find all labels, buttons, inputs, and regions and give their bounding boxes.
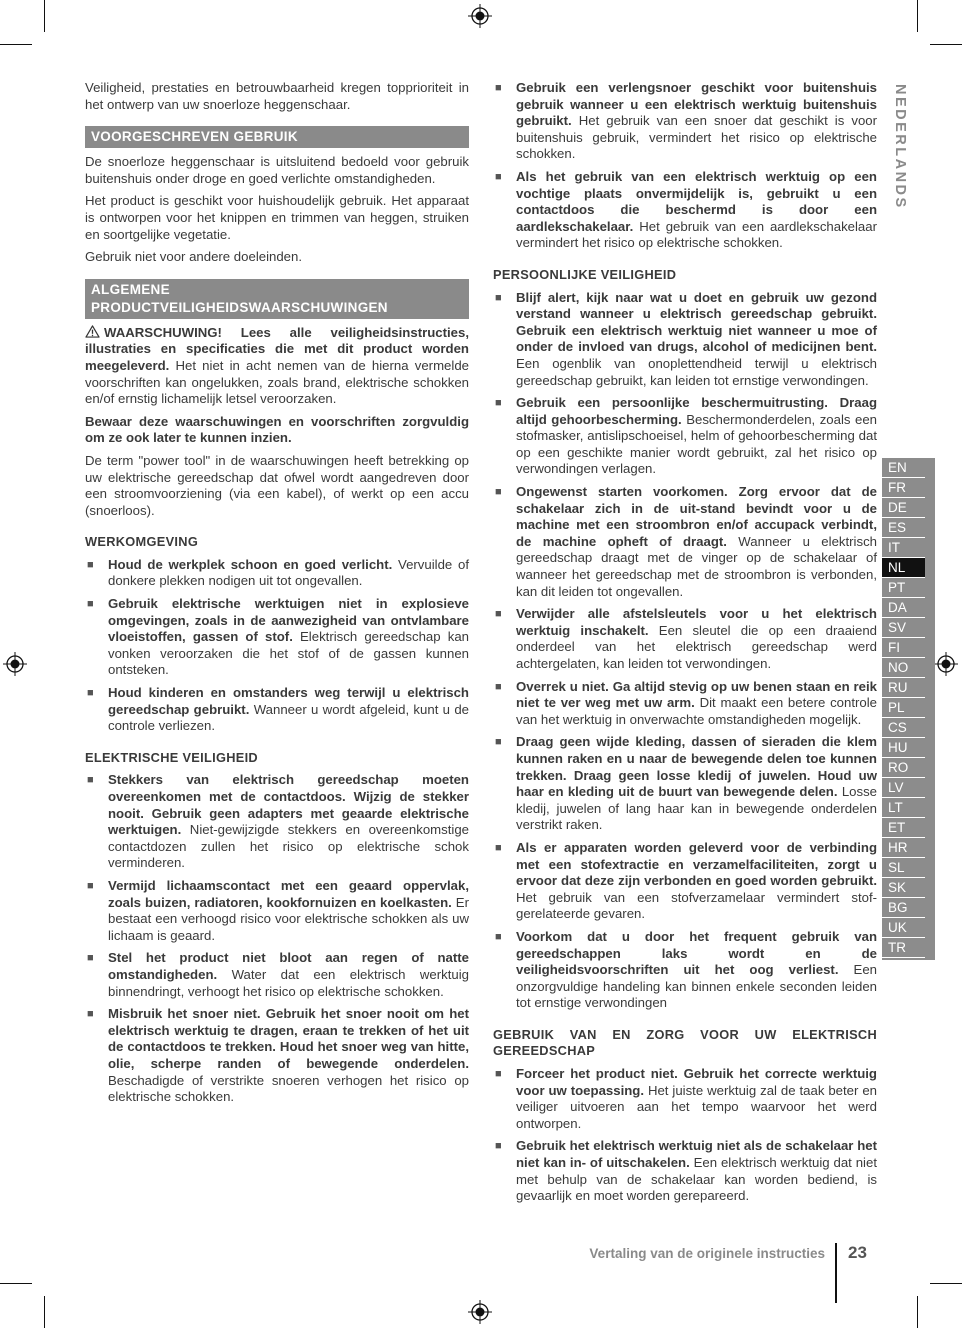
language-tab-bg[interactable]: BG [882, 898, 925, 918]
item-bold: Misbruik het snoer niet. Gebruik het snoer nooit om het elektrisch werktuig te dragen, eraan te trekken of het uit de contactdoos te trekken. Houd het snoer weg van hitte, olie, scherpe randen of bewegende onderdelen. [108, 1006, 469, 1071]
item-text: Losse kledij, juwelen of lang haar kan in bewegende onderdelen verstrikt raken. [516, 784, 878, 833]
language-tab-en[interactable]: EN [882, 458, 925, 478]
list-item [493, 734, 877, 834]
item-text: Wanneer u wordt afgeleid, kunt u de controle verliezen. [108, 701, 469, 734]
language-tab-it[interactable]: IT [882, 538, 925, 558]
item-text: Beschermonderdelen, zoals een stofmasker, antislipschoeisel, helm of gehoorbescherming dat op een geschikte manier wordt gebruikt, zal het risico op verwondingen verlagen. [516, 411, 877, 477]
left-column [85, 80, 469, 1112]
item-bold: Als er apparaten worden geleverd voor de verbinding met een stofextractie en verzamelfaciliteiten, zorgt u ervoor dat deze zijn verbonden en goed worden gebruikt. [516, 839, 877, 889]
list-item [493, 80, 877, 163]
bullet: ■ [495, 680, 502, 693]
bullet: ■ [495, 930, 502, 943]
item-bold: Forceer het product niet. Gebruik het correcte werktuig voor uw toepassing. [516, 1066, 877, 1098]
language-tab-sl[interactable]: SL [882, 858, 925, 878]
bullet: ■ [87, 952, 94, 965]
list-item [493, 606, 877, 672]
bullet: ■ [87, 598, 94, 611]
language-tab-nl[interactable]: NL [882, 558, 925, 578]
footer-divider [835, 1243, 837, 1303]
registration-mark-icon [468, 1300, 492, 1324]
right-column [493, 80, 877, 1211]
intended-use-p2: Het product is geschikt voor huishoudelijk gebruik. Het apparaat is ontworpen voor het knippen en trimmen van heggen, struiken en soortgelijke vegetatie. [85, 193, 469, 242]
registration-mark-icon [934, 652, 958, 676]
list-item [493, 679, 877, 729]
list-item [85, 596, 469, 679]
crop-mark [930, 44, 962, 45]
item-text: Niet-gewijzigde stekkers en overeenkomstige contactdozen zullen het risico op elektrische schok verminderen. [108, 822, 469, 871]
item-bold: Als het gebruik van een elektrisch werktuig op een vochtige plaats onvermijdelijk is, gebruikt u een contactdoos die beschermd is door een aardlekschakelaar. [516, 168, 877, 234]
item-bold: Gebruik elektrische werktuigen niet in explosieve omgevingen, zoals in de aanwezigheid van ontvlambare vloeistoffen, gassen of stof. [108, 596, 469, 645]
item-text: Het gebruik van een snoer dat geschikt is voor buitenshuis gebruik, vermindert het risico op elektrische schokken. [516, 113, 877, 162]
crop-mark [917, 0, 918, 32]
language-tab-hr[interactable]: HR [882, 838, 925, 858]
bullet: ■ [495, 1068, 502, 1081]
power-tool-note: De term "power tool" in de waarschuwingen heeft betrekking op uw elektrische gereedschap dat ofwel wordt aangedreven door een stroomvoorziening (via een kabel), of werkt op een accu (snoerloos). [85, 452, 469, 518]
crop-mark [0, 44, 32, 45]
section-heading-general-safety [85, 279, 469, 319]
item-text: Een ogenblik van onoplettendheid terwijl u elektrisch gereedschap gebruikt, kan leiden tot ernstige verwondingen. [516, 355, 877, 388]
electrical-safety-list-left [85, 772, 469, 1105]
bullet: ■ [87, 774, 94, 787]
item-bold: Houd de werkplek schoon en goed verlicht. [108, 556, 393, 572]
crop-mark [44, 1296, 45, 1328]
language-tabs [882, 458, 935, 960]
item-bold: Houd kinderen en omstanders weg terwijl u elektrisch gereedschap gebruikt. [108, 685, 469, 717]
section-heading-intended-use: VOORGESCHREVEN GEBRUIK [85, 126, 469, 148]
warning-paragraph [85, 325, 469, 408]
item-bold: Voorkom dat u door het frequent gebruik van gereedschappen laks wordt en de veiligheidsvoorschriften uit het oog verliest. [516, 928, 877, 978]
bullet: ■ [495, 608, 502, 621]
list-item [493, 840, 877, 923]
bullet: ■ [87, 558, 94, 571]
section-heading-electrical-safety: ELEKTRISCHE VEILIGHEID [85, 749, 258, 765]
bullet: ■ [495, 397, 502, 410]
language-tab-da[interactable]: DA [882, 598, 925, 618]
language-tab-lt[interactable]: LT [882, 798, 925, 818]
keep-instructions [85, 414, 469, 447]
item-text: Een sleutel die op een draaiend onderdeel van het elektrisch gereedschap werd achtergelaten, kan leiden tot verwondingen. [516, 622, 877, 671]
list-item [85, 685, 469, 735]
item-text: Het juiste werktuig zal de taak beter en veiliger uitvoeren aan het tempo waarvoor het werd ontworpen. [516, 1082, 877, 1131]
item-text: Het gebruik van een stofverzamelaar vermindert stof-gerelateerde gevaren. [516, 889, 877, 922]
language-tab-tr[interactable]: TR [882, 938, 925, 958]
electrical-safety-list-right [493, 80, 877, 252]
bullet: ■ [495, 291, 502, 304]
bullet: ■ [87, 687, 94, 700]
page-number: 23 [848, 1243, 867, 1262]
intro-paragraph: Veiligheid, prestaties en betrouwbaarheid kregen topprioriteit in het ontwerp van uw snoerloze heggenschaar. [85, 80, 469, 112]
item-bold: Gebruik het elektrisch werktuig niet als de schakelaar het niet kan in- of uitschakelen. [516, 1138, 877, 1171]
language-tab-fi[interactable]: FI [882, 638, 925, 658]
crop-mark [44, 0, 45, 32]
warning-text: Het niet in acht nemen van de hierna vermelde voorschriften kan ongelukken, zoals brand, elektrische schokken en/of ernstig lichamelijk letsel veroorzaken. [85, 357, 469, 407]
item-text: Wanneer u elektrisch gereedschap draagt met de vinger op de schakelaar of wanneer het gereedschap met de stroombron is verbonden, kan dit leiden tot ongevallen. [516, 533, 877, 599]
item-bold: Gebruik een verlengsnoer geschikt voor buitenshuis gebruik wanneer u een elektrisch werktuig buitenshuis gebruikt. [516, 80, 877, 129]
item-bold: Stel het product niet bloot aan regen of natte omstandigheden. [108, 950, 469, 982]
section-heading-work-area: WERKOMGEVING [85, 534, 199, 550]
general-safety-heading-line2: PRODUCTVEILIGHEIDSWAARSCHUWINGEN [91, 299, 388, 315]
warning-bold: WAARSCHUWING! Lees alle veiligheidsinstructies, illustraties en specificaties die met dit product worden meegeleverd. [85, 324, 469, 373]
work-area-list [85, 557, 469, 735]
list-item [85, 772, 469, 872]
item-text: Vervuilde of donkere plekken nodigen uit tot ongevallen. [108, 556, 469, 589]
crop-mark [917, 1296, 918, 1328]
item-bold: Vermijd lichaamscontact met een geaard oppervlak, zoals buizen, radiatoren, kookfornuizen en koelkasten. [108, 877, 469, 910]
list-item [493, 484, 877, 600]
item-bold: Stekkers van elektrisch gereedschap moeten overeenkomen met de contactdoos. Wijzig de stekker nooit. Gebruik geen adapters met geaarde elektrische werktuigen. [108, 772, 469, 838]
language-tab-cs[interactable]: CS [882, 718, 925, 738]
item-text: Het gebruik van een aardlekschakelaar vermindert het risico op elektrische schokken. [516, 218, 877, 251]
list-item [493, 395, 877, 478]
language-tab-uk[interactable]: UK [882, 918, 925, 938]
item-text: Water dat een elektrisch werktuig binnendringt, verhoogt het risico op elektrische schokken. [108, 966, 469, 999]
list-item [493, 290, 877, 390]
section-heading-personal-safety: PERSOONLIJKE VEILIGHEID [493, 266, 677, 282]
bullet: ■ [87, 1008, 94, 1021]
list-item [85, 878, 469, 944]
item-bold: Blijf alert, kijk naar wat u doet en gebruik uw gezond verstand wanneer u elektrisch gereedschap gebruikt. Gebruik een elektrisch werktuig niet wanneer u moe of onder de invloed van drugs, alcohol of medicijnen bent. [516, 289, 877, 355]
language-tab-ro[interactable]: RO [882, 758, 925, 778]
language-side-title: NEDERLANDS [892, 84, 908, 210]
item-text: Er bestaat een verhoogd risico voor elektrische schokken als uw lichaam is geaard. [108, 894, 469, 943]
item-bold: Ongewenst starten voorkomen. Zorg ervoor dat de schakelaar zich in de uit-stand bevindt voor u de machine met een stroombron en/of accupack verbindt, de machine opheft of draagt. [516, 484, 877, 549]
bullet: ■ [87, 879, 94, 892]
item-text: Elektrisch gereedschap kan vonken veroorzaken die het stof of de gassen kunnen ontsteken. [108, 629, 469, 678]
crop-mark [930, 1283, 962, 1284]
item-text: Dit maakt een betere controle van het werktuig in onverwachte omstandigheden mogelijk. [516, 695, 877, 727]
bullet: ■ [495, 841, 502, 854]
general-safety-heading-line1: ALGEMENE [91, 281, 170, 297]
keep-instructions-bold: Bewaar deze waarschuwingen en voorschriften zorgvuldig om ze ook later te kunnen inzien. [85, 413, 469, 446]
item-bold: Gebruik een persoonlijke beschermuitrusting. Draag altijd gehoorbescherming. [516, 395, 877, 427]
item-bold: Draag geen wijde kleding, dassen of sieraden die klem kunnen raken en u naar de bewegende delen toe kunnen trekken. Draag geen losse kledij of juwelen. Houd uw haar en kleding uit de buurt van bewegende delen. [516, 734, 877, 800]
section-heading-tool-use: GEBRUIK VAN EN ZORG VOOR UW ELEKTRISCH GEREEDSCHAP [493, 1026, 877, 1059]
registration-mark-icon [468, 4, 492, 28]
language-tab-pt[interactable]: PT [882, 578, 925, 598]
item-bold: Overrek u niet. Ga altijd stevig op uw benen staan en reik niet te ver weg met uw arm. [516, 678, 877, 711]
warning-triangle-icon [85, 325, 100, 338]
language-tab-lv[interactable]: LV [882, 778, 925, 798]
personal-safety-list [493, 290, 877, 1012]
tool-use-list [493, 1066, 877, 1205]
intended-use-p1: De snoerloze heggenschaar is uitsluitend bedoeld voor gebruik buitenshuis onder droge en goed verlichte omstandigheden. [85, 154, 469, 186]
language-tab-pl[interactable]: PL [882, 698, 925, 718]
crop-mark [0, 1283, 32, 1284]
language-tab-et[interactable]: ET [882, 818, 925, 838]
registration-mark-icon [3, 652, 27, 676]
item-bold: Verwijder alle afstelsleutels voor u het elektrisch werktuig inschakelt. [516, 606, 877, 638]
list-item [493, 1066, 877, 1132]
intended-use-p3: Gebruik niet voor andere doeleinden. [85, 249, 303, 265]
item-text: Beschadigde of verstrikte snoeren verhogen het risico op elektrische schokken. [108, 1072, 469, 1105]
language-tab-sv[interactable]: SV [882, 618, 925, 638]
bullet: ■ [495, 170, 502, 183]
list-item [85, 950, 469, 1000]
language-tab-no[interactable]: NO [882, 658, 925, 678]
language-tab-de[interactable]: DE [882, 498, 925, 518]
bullet: ■ [495, 82, 502, 94]
footer-translation-note: Vertaling van de originele instructies [589, 1246, 825, 1261]
list-item [85, 1006, 469, 1106]
item-text: Een onzorgvuldige handeling kan binnen enkele seconden leiden tot ernstige verwondingen [516, 962, 877, 1011]
bullet: ■ [495, 736, 502, 749]
language-tab-es[interactable]: ES [882, 518, 925, 538]
language-tab-hu[interactable]: HU [882, 738, 925, 758]
list-item [85, 557, 469, 590]
language-tab-ru[interactable]: RU [882, 678, 925, 698]
list-item [493, 169, 877, 252]
list-item [493, 1138, 877, 1204]
bullet: ■ [495, 1140, 502, 1153]
list-item [493, 929, 877, 1012]
item-text: Een elektrisch werktuig dat niet met behulp van de schakelaar kan worden bediend, is gevaarlijk en moet worden gerepareerd. [516, 1155, 877, 1204]
language-tab-fr[interactable]: FR [882, 478, 925, 498]
bullet: ■ [495, 486, 502, 499]
language-tab-sk[interactable]: SK [882, 878, 925, 898]
